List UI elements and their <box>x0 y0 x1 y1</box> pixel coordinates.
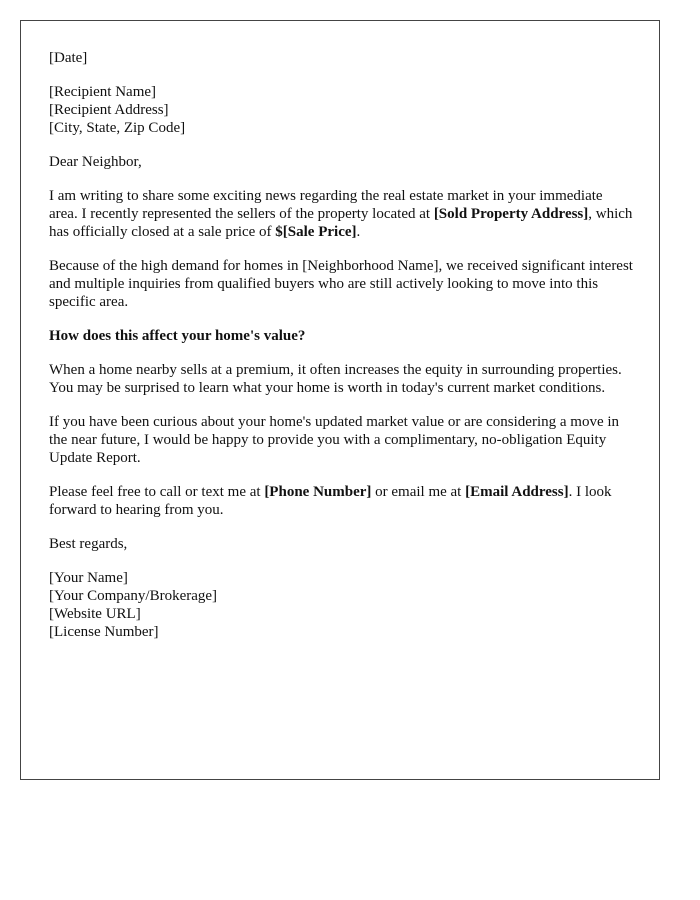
recipient-address: [Recipient Address] <box>49 102 169 118</box>
signature-company: [Your Company/Brokerage] <box>49 588 218 604</box>
closing: Best regards, <box>49 536 128 552</box>
signature-block <box>49 569 635 641</box>
paragraph-demand: Because of the high demand for homes in [Neighborhood Name], we received significant interest and multiple inquiries from qualified buyers who are still actively looking to move into this specific area. <box>49 258 633 310</box>
paragraph-sale-news-text-2: , which has officially closed at a sale price of <box>49 206 633 240</box>
recipient-address-block <box>49 83 635 137</box>
paragraph-sale-news <box>49 187 635 241</box>
sold-property-address: [Sold Property Address] <box>433 206 589 222</box>
letter-page <box>20 20 660 780</box>
paragraph-offer: If you have been curious about your home's updated market value or are considering a move in the near future, I would be happy to provide you with a complimentary, no-obligation Equity Update Report. <box>49 414 620 466</box>
signature-website: [Website URL] <box>49 606 141 622</box>
paragraph-contact <box>49 483 635 519</box>
phone-number: [Phone Number] <box>264 484 372 500</box>
paragraph-sale-news-text-3: . <box>356 224 361 240</box>
recipient-city-state-zip: [City, State, Zip Code] <box>49 120 186 136</box>
paragraph-equity: When a home nearby sells at a premium, it often increases the equity in surrounding properties. You may be surprised to learn what your home is worth in today's current market conditions. <box>49 362 622 396</box>
signature-name: [Your Name] <box>49 570 128 586</box>
sale-price: $[Sale Price] <box>275 224 357 240</box>
paragraph-contact-text-2: or email me at <box>371 484 466 500</box>
paragraph-sale-news-text-1: I am writing to share some exciting news regarding the real estate market in your immediate area. I recently represented the sellers of the property located at <box>49 188 603 222</box>
salutation: Dear Neighbor, <box>49 154 142 170</box>
signature-license: [License Number] <box>49 624 159 640</box>
email-address: [Email Address] <box>465 484 569 500</box>
paragraph-contact-text-3: . I look forward to hearing from you. <box>49 484 612 518</box>
paragraph-contact-text-1: Please feel free to call or text me at <box>49 484 265 500</box>
letter-content <box>49 49 635 641</box>
recipient-name: [Recipient Name] <box>49 84 157 100</box>
value-heading: How does this affect your home's value? <box>49 328 306 344</box>
letter-date: [Date] <box>49 50 88 66</box>
